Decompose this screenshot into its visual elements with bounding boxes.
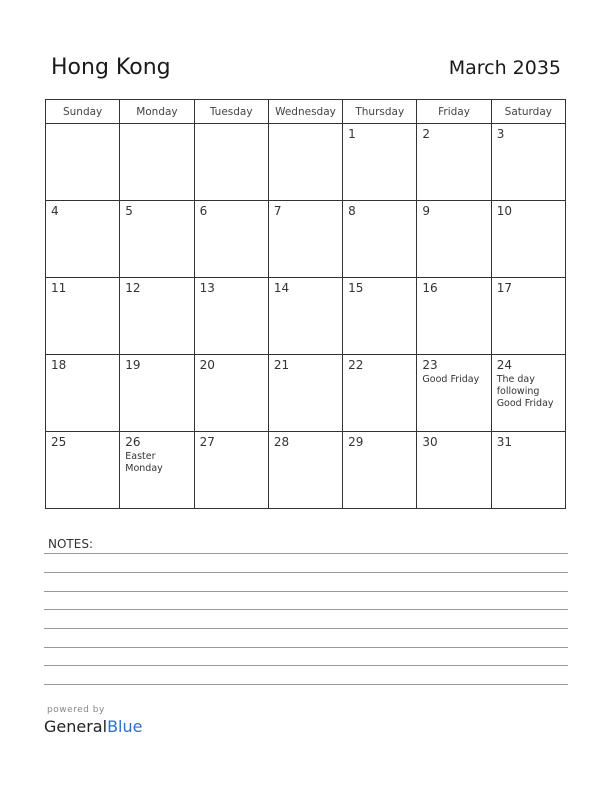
day-cell-7 (268, 201, 342, 278)
day-number: 11 (51, 281, 67, 295)
day-cell-3 (491, 124, 565, 201)
day-number: 26 (125, 435, 141, 449)
day-number: 20 (199, 358, 215, 372)
notes-line (44, 647, 568, 648)
notes-label: NOTES: (48, 537, 93, 551)
notes-line (44, 684, 568, 685)
day-cell-27 (194, 432, 268, 509)
day-cell-16 (417, 278, 491, 355)
day-cell-24 (491, 355, 565, 432)
day-cell-4 (46, 201, 120, 278)
brand-logo[interactable] (44, 717, 142, 736)
day-number: 27 (199, 435, 215, 449)
day-number: 13 (199, 281, 215, 295)
weekday-saturday: Saturday (491, 100, 565, 124)
day-cell-23 (417, 355, 491, 432)
day-number: 18 (51, 358, 67, 372)
day-number: 3 (496, 127, 505, 141)
day-number: 22 (348, 358, 364, 372)
day-number: 4 (51, 204, 59, 218)
weekday-header-row (46, 100, 566, 124)
day-cell-26 (120, 432, 194, 509)
holiday-label: The day following Good Friday (496, 374, 554, 409)
day-number: 12 (125, 281, 141, 295)
notes-line (44, 572, 568, 573)
day-number: 15 (348, 281, 364, 295)
empty-day-cell (120, 124, 194, 201)
day-cell-8 (343, 201, 417, 278)
day-cell-19 (120, 355, 194, 432)
weekday-friday: Friday (417, 100, 491, 124)
day-number: 24 (496, 358, 512, 372)
day-number: 14 (273, 281, 290, 295)
notes-line (44, 591, 568, 592)
day-cell-21 (268, 355, 342, 432)
day-cell-17 (491, 278, 565, 355)
day-number: 21 (273, 358, 290, 372)
day-cell-18 (46, 355, 120, 432)
weekday-tuesday: Tuesday (194, 100, 268, 124)
day-cell-1 (343, 124, 417, 201)
holiday-label: Easter Monday (125, 451, 163, 474)
day-cell-15 (343, 278, 417, 355)
day-cell-11 (46, 278, 120, 355)
day-number: 16 (422, 281, 438, 295)
day-cell-14 (268, 278, 342, 355)
day-number: 23 (422, 358, 438, 372)
day-number: 5 (125, 204, 133, 218)
day-cell-25 (46, 432, 120, 509)
day-cell-6 (194, 201, 268, 278)
empty-day-cell (194, 124, 268, 201)
day-cell-2 (417, 124, 491, 201)
holiday-label: Good Friday (422, 374, 480, 385)
day-number: 25 (51, 435, 67, 449)
day-number: 7 (273, 204, 282, 218)
week-row (46, 278, 566, 355)
calendar-month: March 2035 (448, 57, 561, 79)
brand-blue: Blue (107, 717, 143, 736)
week-row (46, 124, 566, 201)
day-number: 17 (496, 281, 512, 295)
notes-line (44, 665, 568, 666)
brand-general: General (44, 717, 108, 736)
week-row (46, 355, 566, 432)
day-cell-10 (491, 201, 565, 278)
day-cell-12 (120, 278, 194, 355)
notes-line (44, 609, 568, 610)
day-cell-29 (343, 432, 417, 509)
day-cell-13 (194, 278, 268, 355)
weekday-wednesday: Wednesday (268, 100, 342, 124)
calendar-title: Hong Kong (51, 55, 171, 80)
empty-day-cell (268, 124, 342, 201)
day-number: 19 (125, 358, 141, 372)
day-number: 29 (348, 435, 364, 449)
day-number: 2 (422, 127, 431, 141)
day-number: 30 (422, 435, 438, 449)
day-cell-31 (491, 432, 565, 509)
notes-line (44, 628, 568, 629)
day-number: 1 (348, 127, 356, 141)
day-cell-9 (417, 201, 491, 278)
day-number: 9 (422, 204, 431, 218)
day-cell-5 (120, 201, 194, 278)
day-number: 6 (199, 204, 208, 218)
day-cell-20 (194, 355, 268, 432)
day-number: 31 (496, 435, 512, 449)
day-cell-30 (417, 432, 491, 509)
day-number: 28 (273, 435, 290, 449)
powered-by-text: powered by (47, 705, 105, 715)
weekday-thursday: Thursday (343, 100, 417, 124)
day-cell-22 (343, 355, 417, 432)
week-row (46, 432, 566, 509)
day-cell-28 (268, 432, 342, 509)
weekday-sunday: Sunday (46, 100, 120, 124)
weekday-monday: Monday (120, 100, 194, 124)
day-number: 10 (496, 204, 512, 218)
week-row (46, 201, 566, 278)
empty-day-cell (46, 124, 120, 201)
day-number: 8 (348, 204, 356, 218)
calendar-grid (45, 99, 566, 509)
notes-line (44, 553, 568, 554)
